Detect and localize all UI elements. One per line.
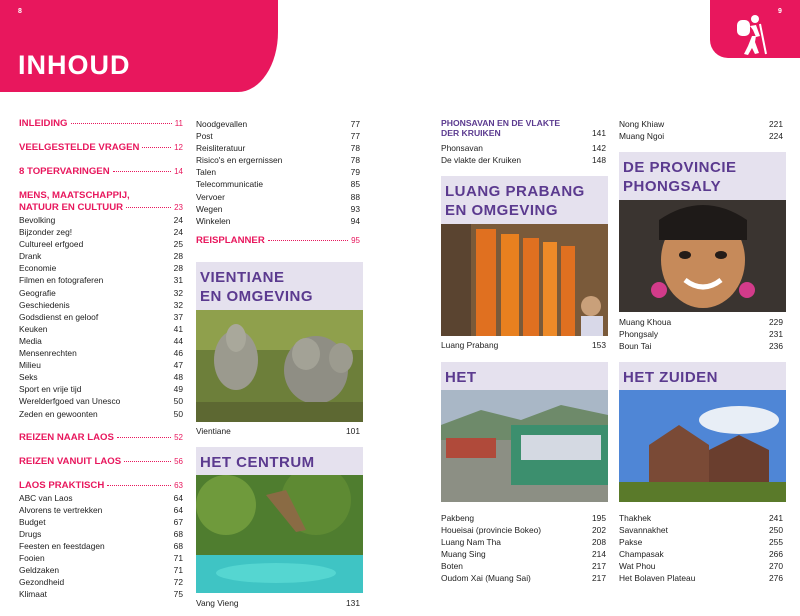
- toc-subentry-label: Vervoer: [196, 191, 225, 202]
- toc-subentry-page: 50: [173, 396, 183, 407]
- toc-subentry-label: Alvorens te vertrekken: [19, 504, 103, 515]
- toc-subentry[interactable]: [19, 588, 183, 600]
- toc-subentry[interactable]: [19, 540, 183, 552]
- toc-subentry-label: De vlakte der Kruiken: [441, 155, 522, 166]
- toc-subentry-page: 24: [173, 215, 183, 225]
- toc-subentry-page: 44: [173, 335, 183, 346]
- toc-subentry[interactable]: [19, 371, 183, 383]
- toc-subentry-label: Boten: [441, 561, 463, 572]
- toc-subentry[interactable]: [619, 548, 783, 560]
- toc-subentry-page: 47: [173, 360, 183, 371]
- toc-subentry-label: Feesten en feestdagen: [19, 540, 105, 551]
- toc-subentry-label: Werelderfgoed van Unesco: [19, 396, 121, 407]
- toc-subentry[interactable]: [441, 524, 606, 536]
- toc-subentry-label: Zeden en gewoonten: [19, 408, 98, 419]
- toc-subentry-label: Winkelen: [196, 215, 231, 226]
- toc-subentry-page: 202: [592, 525, 606, 536]
- toc-entry-naar[interactable]: REIZEN NAAR LAOS 52: [19, 431, 183, 443]
- toc-subentry[interactable]: [619, 560, 783, 572]
- toc-subentry-page: 41: [173, 323, 183, 334]
- toc-subentry-page: 48: [173, 372, 183, 383]
- left-page-number: 8: [18, 8, 22, 15]
- toc-subentry-page: 71: [173, 565, 183, 576]
- toc-subentry-label: Wegen: [196, 203, 223, 214]
- toc-subentry[interactable]: [619, 118, 783, 130]
- phonsavan-subentries: [441, 142, 606, 166]
- toc-subentry-label: Luang Nam Tha: [441, 537, 501, 548]
- toc-entry-topervaringen[interactable]: 8 TOPERVARINGEN 14: [19, 166, 183, 177]
- toc-subentry-page: 88: [350, 191, 360, 202]
- toc-subentry-label: Pakse: [619, 537, 643, 548]
- toc-column-2: [196, 118, 360, 247]
- toc-subentry[interactable]: [19, 214, 183, 226]
- toc-subentry[interactable]: [619, 536, 783, 548]
- toc-subentry-page: 68: [173, 540, 183, 551]
- toc-subentry-label: Muang Ngoi: [619, 131, 665, 142]
- toc-subentry[interactable]: [19, 287, 183, 299]
- buddha-statues-photo: [196, 310, 363, 422]
- toc-subentry[interactable]: [19, 323, 183, 335]
- toc-entry-vanuit[interactable]: REIZEN VANUIT LAOS 56: [19, 455, 183, 467]
- toc-subentry[interactable]: [441, 142, 606, 154]
- mens-subentries: [19, 214, 183, 420]
- toc-subentry-label: Drugs: [19, 528, 42, 539]
- toc-subentry-page: 25: [173, 239, 183, 250]
- toc-subentry-label: Media: [19, 335, 42, 346]
- toc-subentry-page: 208: [592, 537, 606, 548]
- section-centrum-heading: HET CENTRUM: [196, 447, 363, 475]
- toc-subentry-page: 217: [592, 573, 606, 584]
- toc-subentry[interactable]: [196, 130, 360, 142]
- toc-subentry-label: Geschiedenis: [19, 299, 70, 310]
- toc-subentry-page: 31: [173, 275, 183, 286]
- toc-subentry[interactable]: [19, 311, 183, 323]
- toc-subentry-page: 28: [173, 263, 183, 274]
- toc-subentry-page: 64: [173, 504, 183, 515]
- toc-subentry[interactable]: [441, 548, 606, 560]
- toc-subentry[interactable]: [441, 512, 606, 524]
- toc-subentry-label: Budget: [19, 516, 46, 527]
- toc-subentry-page: 75: [173, 589, 183, 600]
- toc-subentry[interactable]: [619, 328, 783, 340]
- toc-subentry[interactable]: [196, 178, 360, 190]
- toc-subentry-page: 217: [592, 561, 606, 572]
- toc-subentry[interactable]: [441, 572, 606, 584]
- toc-subentry-page: 37: [173, 311, 183, 322]
- toc-entry-vang-vieng[interactable]: Vang Vieng 131: [196, 598, 360, 608]
- section-zuiden-heading: HET ZUIDEN: [619, 362, 786, 390]
- toc-subentry-page: 28: [173, 251, 183, 262]
- toc-subentry-page: 32: [173, 299, 183, 310]
- toc-subentry-page: 77: [350, 131, 360, 142]
- backpacker-icon: [722, 12, 772, 56]
- toc-subentry-label: Geografie: [19, 287, 56, 298]
- toc-subentry-page: 24: [173, 227, 183, 238]
- toc-subentry-page: 214: [592, 549, 606, 560]
- toc-subentry[interactable]: [196, 215, 360, 227]
- toc-subentry[interactable]: [196, 118, 360, 130]
- toc-subentry-page: 236: [769, 341, 783, 352]
- toc-column-1: [19, 118, 183, 600]
- toc-subentry-page: 78: [350, 143, 360, 154]
- top-subentries: [619, 118, 783, 142]
- toc-subentry[interactable]: [196, 203, 360, 215]
- toc-subentry-page: 266: [769, 549, 783, 560]
- toc-subentry-page: 229: [769, 317, 783, 327]
- toc-subentry[interactable]: [19, 238, 183, 250]
- toc-entry-inleiding[interactable]: INLEIDING 11: [19, 118, 183, 129]
- toc-subentry-label: Muang Sing: [441, 549, 486, 560]
- toc-subentry-page: 72: [173, 577, 183, 588]
- toc-subentry-page: 93: [350, 203, 360, 214]
- toc-subentry-label: Bijzonder zeg!: [19, 227, 73, 238]
- toc-subentry-label: Het Bolaven Plateau: [619, 573, 696, 584]
- toc-subentry[interactable]: [619, 572, 783, 584]
- toc-subentry[interactable]: [19, 347, 183, 359]
- toc-subentry[interactable]: [441, 154, 606, 166]
- toc-subentry-page: 78: [350, 155, 360, 166]
- toc-subentry[interactable]: [19, 492, 183, 504]
- toc-subentry-label: Savannakhet: [619, 525, 668, 536]
- toc-subentry-page: 224: [769, 131, 783, 142]
- toc-subentry-page: 221: [769, 119, 783, 129]
- toc-subentry[interactable]: [619, 340, 783, 352]
- toc-subentry-label: Milieu: [19, 360, 41, 371]
- toc-subentry[interactable]: [196, 166, 360, 178]
- toc-subentry[interactable]: [19, 335, 183, 347]
- toc-subentry[interactable]: [19, 564, 183, 576]
- toc-subentry-page: 250: [769, 525, 783, 536]
- toc-subentry[interactable]: [196, 154, 360, 166]
- toc-entry-luang-prabang[interactable]: Luang Prabang 153: [441, 340, 606, 350]
- toc-subentry-page: 64: [173, 492, 183, 503]
- toc-subentry[interactable]: [19, 383, 183, 395]
- toc-subentry-label: Economie: [19, 263, 57, 274]
- phongsaly-subentries: [619, 316, 783, 352]
- toc-subentry-label: Sport en vrije tijd: [19, 384, 82, 395]
- toc-subentry-label: Boun Tai: [619, 341, 652, 352]
- toc-subentry-label: Geldzaken: [19, 565, 60, 576]
- toc-subentry-label: Filmen en fotograferen: [19, 275, 104, 286]
- toc-subentry-label: Wat Phou: [619, 561, 656, 572]
- toc-entry-reisplanner[interactable]: REISPLANNER 95: [196, 234, 360, 246]
- page-title: INHOUD: [18, 50, 131, 80]
- toc-subentry-label: Pakbeng: [441, 513, 475, 523]
- toc-subentry-page: 77: [350, 119, 360, 129]
- toc-subentry-label: Telecommunicatie: [196, 179, 264, 190]
- toc-subentry-page: 79: [350, 167, 360, 178]
- toc-subentry[interactable]: [19, 250, 183, 262]
- toc-subentry-page: 32: [173, 287, 183, 298]
- toc-subentry-label: Fooien: [19, 553, 45, 564]
- praktisch-subentries: [19, 492, 183, 601]
- toc-subentry-label: Post: [196, 131, 213, 142]
- toc-subentry-page: 276: [769, 573, 783, 584]
- toc-subentry[interactable]: [19, 528, 183, 540]
- toc-subentry[interactable]: [19, 552, 183, 564]
- toc-subentry[interactable]: [619, 512, 783, 524]
- toc-subentry-label: Phongsaly: [619, 329, 659, 340]
- toc-subentry-label: Keuken: [19, 323, 48, 334]
- toc-subentry-label: Mensenrechten: [19, 348, 77, 359]
- monks-procession-photo: [441, 224, 608, 336]
- toc-subentry-label: Cultureel erfgoed: [19, 239, 84, 250]
- toc-subentry-label: Thakhek: [619, 513, 652, 523]
- temple-ruins-photo: [619, 390, 786, 502]
- toc-subentry-page: 241: [769, 513, 783, 523]
- toc-subentry[interactable]: [19, 299, 183, 311]
- toc-subentry-label: Bevolking: [19, 215, 56, 225]
- toc-subentry-label: Gezondheid: [19, 577, 65, 588]
- toc-subentry[interactable]: [619, 524, 783, 536]
- toc-subentry-page: 67: [173, 516, 183, 527]
- toc-subentry[interactable]: [19, 576, 183, 588]
- section-luang-heading: LUANG PRABANG EN OMGEVING: [441, 176, 608, 224]
- toc-subentry-label: Godsdienst en geloof: [19, 311, 99, 322]
- toc-subentry-label: Phonsavan: [441, 143, 483, 153]
- toc-subentry[interactable]: [19, 504, 183, 516]
- toc-subentry-page: 148: [592, 155, 606, 166]
- toc-subentry-label: Champasak: [619, 549, 664, 560]
- toc-subentry-label: Houeisai (provincie Bokeo): [441, 525, 542, 536]
- toc-subentry-page: 270: [769, 561, 783, 572]
- toc-entry-mens[interactable]: MENS, MAATSCHAPPIJ, NATUUR EN CULTUUR 23: [19, 190, 183, 213]
- toc-subentry-page: 195: [592, 513, 606, 523]
- toc-subentry[interactable]: [19, 226, 183, 238]
- toc-entry-vragen[interactable]: VEELGESTELDE VRAGEN 12: [19, 142, 183, 153]
- toc-subentry-page: 49: [173, 384, 183, 395]
- vang-vieng-photo: [196, 475, 363, 593]
- toc-subentry[interactable]: [619, 316, 783, 328]
- noordwesten-subentries: [441, 512, 606, 585]
- section-vientiane-heading: VIENTIANE EN OMGEVING: [196, 262, 363, 310]
- toc-subentry-label: Drank: [19, 251, 42, 262]
- toc-subentry[interactable]: [196, 142, 360, 154]
- toc-subentry-page: 46: [173, 348, 183, 359]
- toc-entry-phonsavan[interactable]: PHONSAVAN EN DE VLAKTE DER KRUIKEN 141: [441, 118, 606, 138]
- toc-subentry-page: 71: [173, 553, 183, 564]
- toc-subentry[interactable]: [19, 274, 183, 286]
- toc-subentry-label: Nong Khiaw: [619, 119, 665, 129]
- toc-subentry-label: Seks: [19, 372, 38, 383]
- section-noordwesten-heading: HET: [441, 362, 608, 390]
- toc-subentry[interactable]: [19, 359, 183, 371]
- toc-subentry-page: 255: [769, 537, 783, 548]
- toc-subentry-label: Noodgevallen: [196, 119, 248, 129]
- toc-subentry[interactable]: [441, 536, 606, 548]
- toc-subentry-page: 68: [173, 528, 183, 539]
- toc-subentry[interactable]: [19, 395, 183, 407]
- toc-subentry-label: Klimaat: [19, 589, 47, 600]
- river-boats-photo: [441, 390, 608, 502]
- right-page-number: 9: [778, 8, 782, 15]
- toc-entry-vientiane[interactable]: Vientiane 101: [196, 426, 360, 436]
- toc-subentry[interactable]: [19, 262, 183, 274]
- smiling-girl-photo: [619, 200, 786, 312]
- zuiden-subentries: [619, 512, 783, 585]
- toc-subentry-page: 94: [350, 215, 360, 226]
- praktisch-subentries-continued: [196, 118, 360, 227]
- toc-subentry-label: Talen: [196, 167, 217, 178]
- toc-subentry[interactable]: [619, 130, 783, 142]
- toc-subentry-label: Risico's en ergernissen: [196, 155, 283, 166]
- toc-entry-praktisch[interactable]: LAOS PRAKTISCH 63: [19, 479, 183, 491]
- toc-subentry-page: 231: [769, 329, 783, 340]
- toc-subentry-label: Oudom Xai (Muang Sai): [441, 573, 531, 584]
- toc-subentry[interactable]: [19, 408, 183, 420]
- toc-subentry-page: 85: [350, 179, 360, 190]
- toc-subentry-page: 50: [173, 408, 183, 419]
- toc-subentry-label: ABC van Laos: [19, 492, 73, 503]
- toc-subentry[interactable]: [19, 516, 183, 528]
- section-phongsaly-heading: DE PROVINCIE PHONGSALY: [619, 152, 786, 200]
- toc-subentry-label: Reisliteratuur: [196, 143, 246, 154]
- toc-subentry[interactable]: [441, 560, 606, 572]
- toc-subentry-label: Muang Khoua: [619, 317, 672, 327]
- toc-subentry[interactable]: [196, 191, 360, 203]
- toc-subentry-page: 142: [592, 143, 606, 153]
